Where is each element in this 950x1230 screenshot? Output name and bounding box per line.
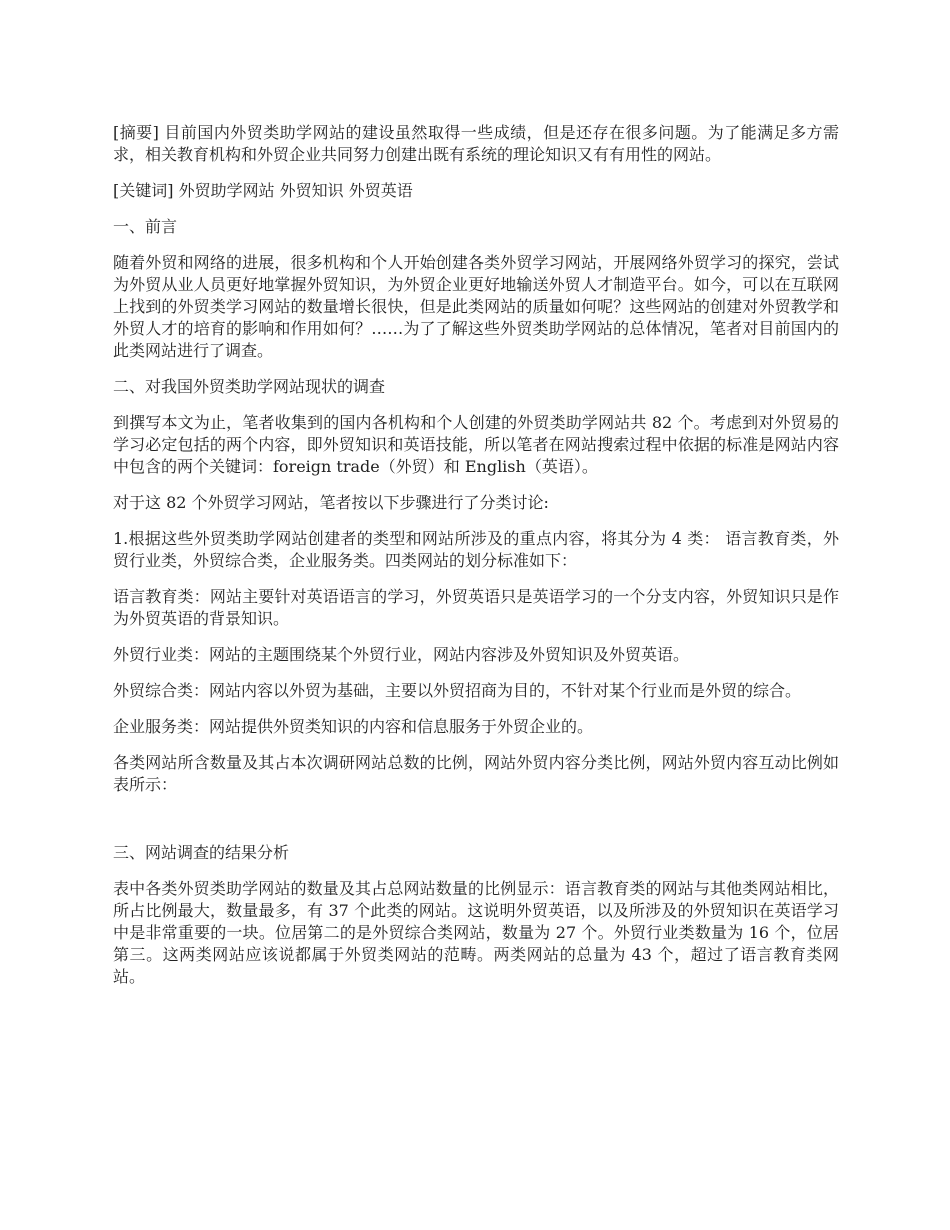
body-paragraph: 1.根据这些外贸类助学网站创建者的类型和网站所涉及的重点内容，将其分为 4 类： 语言教育类，外贸行业类，外贸综合类，企业服务类。四类网站的划分标准如下： [113,529,839,570]
body-paragraph: 到撰写本文为止，笔者收集到的国内各机构和个人创建的外贸类助学网站共 82 个。考虑到对外贸易的学习必定包括的两个内容，即外贸知识和英语技能，所以笔者在网站搜索过程中依据的标准是网站内容中包含的两个关键词：foreign trade（外贸）和 English（英语）。 [113,413,839,476]
abstract-paragraph: [摘要] 目前国内外贸类助学网站的建设虽然取得一些成绩，但是还存在很多问题。为了能满足多方需求，相关教育机构和外贸企业共同努力创建出既有系统的理论知识又有有用性的网站。 [113,123,839,164]
keywords-paragraph: [关键词] 外贸助学网站 外贸知识 外贸英语 [113,181,413,200]
body-paragraph: 各类网站所含数量及其占本次调研网站总数的比例，网站外贸内容分类比例，网站外贸内容互动比例如表所示： [113,753,839,794]
body-paragraph: 随着外贸和网络的进展，很多机构和个人开始创建各类外贸学习网站，开展网络外贸学习的探究，尝试为外贸从业人员更好地掌握外贸知识，为外贸企业更好地输送外贸人才制造平台。如今，可以在互联网上找到的外贸类学习网站的数量增长很快，但是此类网站的质量如何呢？这些网站的创建对外贸教学和外贸人才的培育的影响和作用如何？……为了了解这些外贸类助学网站的总体情况，笔者对目前国内的此类网站进行了调查。 [113,253,839,360]
body-paragraph: 表中各类外贸类助学网站的数量及其占总网站数量的比例显示：语言教育类的网站与其他类网站相比，所占比例最大，数量最多，有 37 个此类的网站。这说明外贸英语，以及所涉及的外贸知识在英语学习中是非常重要的一块。位居第二的是外贸综合类网站，数量为 27 个。外贸行业类数量为 16 个，位居第三。这两类网站应该说都属于外贸类网站的范畴。两类网站的总量为 43 个，超过了语言教育类网站。 [113,879,839,986]
body-paragraph: 外贸综合类：网站内容以外贸为基础，主要以外贸招商为目的，不针对某个行业而是外贸的综合。 [113,681,802,700]
section-heading-survey: 二、对我国外贸类助学网站现状的调查 [113,377,386,396]
section-heading-introduction: 一、前言 [113,217,178,236]
document-page [113,122,839,1002]
section-heading-analysis: 三、网站调查的结果分析 [113,843,290,862]
body-paragraph: 企业服务类：网站提供外贸类知识的内容和信息服务于外贸企业的。 [113,717,594,736]
body-paragraph: 对于这 82 个外贸学习网站，笔者按以下步骤进行了分类讨论: [113,493,549,512]
body-paragraph: 语言教育类：网站主要针对英语语言的学习，外贸英语只是英语学习的一个分支内容，外贸知识只是作为外贸英语的背景知识。 [113,587,839,628]
body-paragraph: 外贸行业类：网站的主题围绕某个外贸行业，网站内容涉及外贸知识及外贸英语。 [113,645,690,664]
